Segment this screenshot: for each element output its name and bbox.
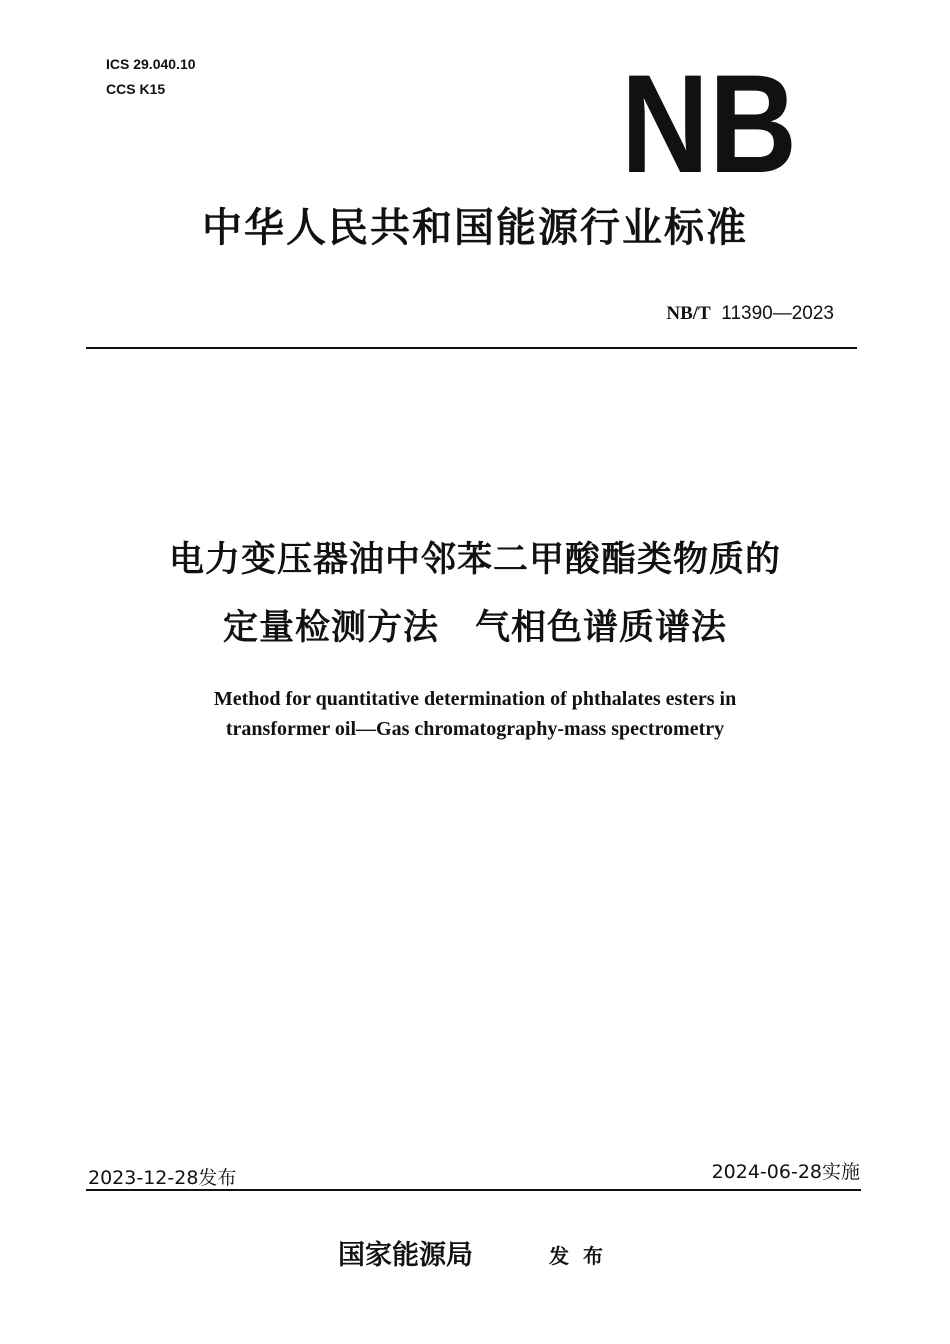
implementation-date: 2024-06-28实施 xyxy=(711,1161,860,1183)
nb-logo xyxy=(618,45,800,202)
chinese-title-line2: 定量检测方法 气相色谱质谱法 xyxy=(222,608,727,648)
standard-code: 11390—2023 xyxy=(721,303,834,324)
issue-date: 2023-12-28发布 xyxy=(88,1167,237,1189)
standard-number xyxy=(666,303,834,325)
ics-code: ICS 29.040.10 xyxy=(106,56,196,72)
english-title-line2: transformer oil—Gas chromatography-mass spectrometry xyxy=(225,718,725,740)
bottom-divider xyxy=(86,1189,861,1191)
publish-label: 发布 xyxy=(549,1244,617,1268)
top-divider xyxy=(86,347,857,349)
ccs-code: CCS K15 xyxy=(106,81,166,97)
publisher-name: 国家能源局 xyxy=(338,1240,473,1271)
chinese-title-line1: 电力变压器油中邻苯二甲酸酯类物质的 xyxy=(168,540,781,580)
standard-prefix: NB/T xyxy=(666,303,711,324)
classification-codes xyxy=(106,52,196,102)
organization-title: 中华人民共和国能源行业标准 xyxy=(202,205,748,251)
english-title-line1: Method for quantitative determination of phthalates esters in xyxy=(213,688,737,710)
nb-logo-text: NB xyxy=(621,45,797,202)
